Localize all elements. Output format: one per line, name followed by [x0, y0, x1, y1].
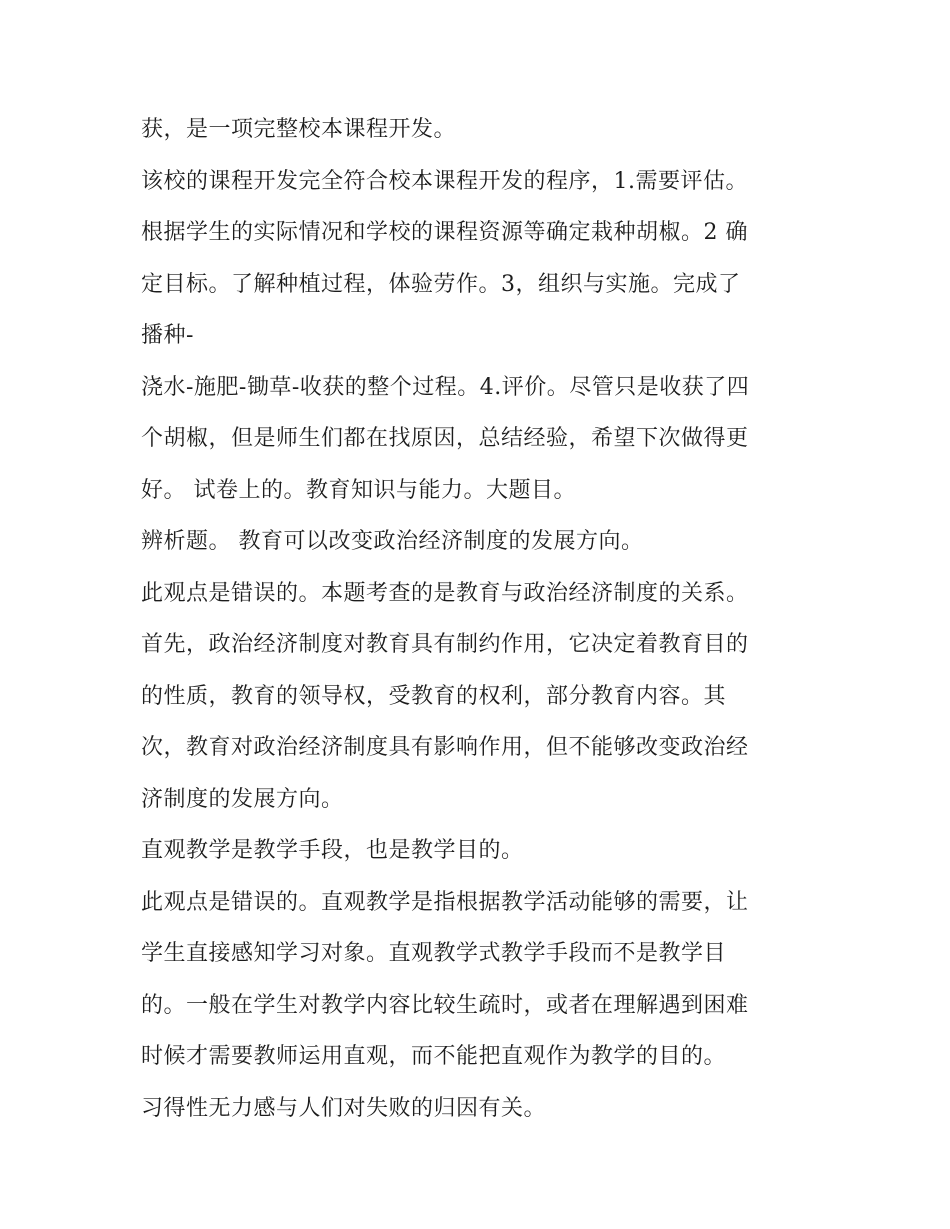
text-line-7: 个胡椒，但是师生们都在找原因，总结经验，希望下次做得更 [141, 426, 749, 451]
text-line-2: 该校的课程开发完全符合校本课程开发的程序，1.需要评估。 [141, 168, 748, 194]
text-line-5: 播种- [141, 323, 194, 348]
text-line-1: 获，是一项完整校本课程开发。 [141, 117, 457, 142]
text-line-19: 时候才需要教师运用直观，而不能把直观作为教学的目的。 [141, 1044, 727, 1069]
text-line-16: 此观点是错误的。直观教学是指根据教学活动能够的需要，让 [141, 889, 749, 915]
text-line-13: 次，教育对政治经济制度具有影响作用，但不能够改变政治经 [141, 735, 749, 760]
text-line-20: 习得性无力感与人们对失败的归因有关。 [141, 1095, 547, 1121]
text-line-12: 的性质，教育的领导权，受教育的权利，部分教育内容。其 [141, 683, 727, 709]
text-line-8: 好。 试卷上的。教育知识与能力。大题目。 [141, 477, 576, 503]
text-line-10: 此观点是错误的。本题考查的是教育与政治经济制度的关系。 [141, 580, 749, 606]
text-line-6: 浇水-施肥-锄草-收获的整个过程。4.评价。尽管只是收获了四 [141, 374, 750, 400]
text-line-3: 根据学生的实际情况和学校的课程资源等确定栽种胡椒。2 确 [141, 220, 748, 245]
text-line-18: 的。一般在学生对教学内容比较生疏时，或者在理解遇到困难 [141, 992, 749, 1018]
text-line-11: 首先，政治经济制度对教育具有制约作用，它决定着教育目的 [141, 632, 749, 657]
text-line-17: 学生直接感知学习对象。直观教学式教学手段而不是教学目 [141, 941, 727, 966]
text-line-15: 直观教学是教学手段，也是教学目的。 [141, 838, 524, 863]
document-body [141, 104, 821, 1134]
text-line-4: 定目标。了解种植过程，体验劳作。3，组织与实施。完成了 [141, 271, 741, 297]
text-line-14: 济制度的发展方向。 [141, 786, 344, 812]
text-line-9: 辨析题。 教育可以改变政治经济制度的发展方向。 [141, 529, 644, 554]
